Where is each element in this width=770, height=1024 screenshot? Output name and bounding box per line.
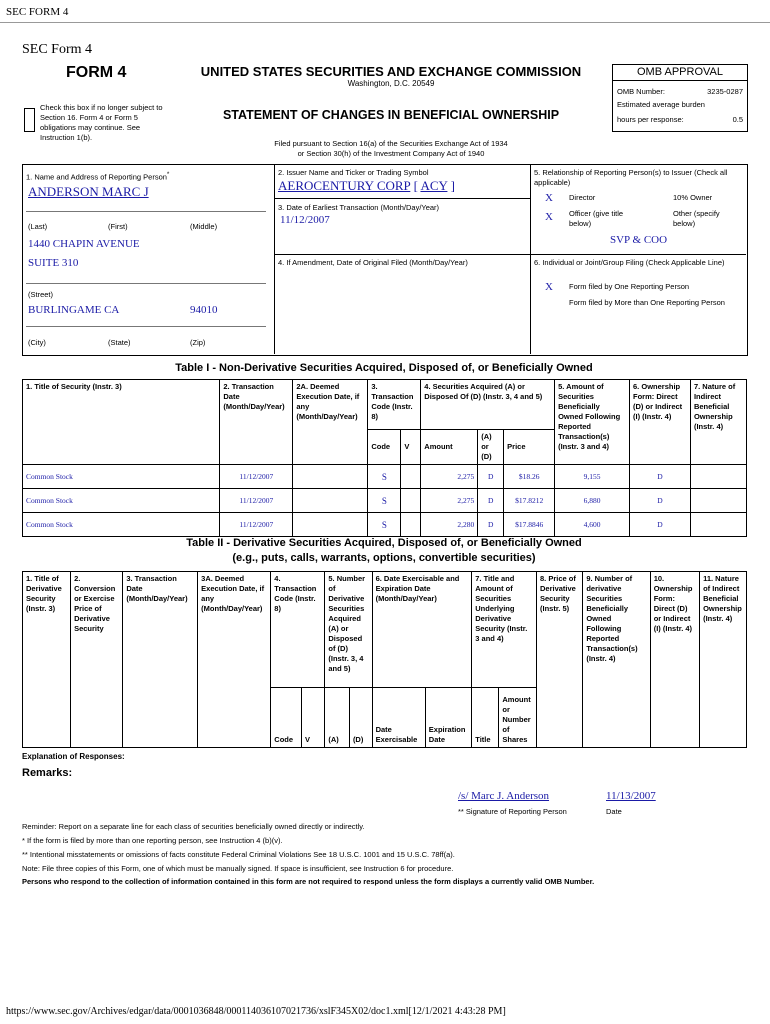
form-label: FORM 4 <box>66 64 127 81</box>
ticker-symbol[interactable]: ACY <box>420 178 448 193</box>
t2-header-code: 4. Transaction Code (Instr. 8) <box>271 572 325 688</box>
date-label: Date <box>606 807 622 816</box>
agency-location: Washington, D.C. 20549 <box>347 79 435 88</box>
note-reminder: Reminder: Report on a separate line for each class of securities beneficially owned directly or indirectly. <box>22 822 365 831</box>
t2-header-owned: 9. Number of derivative Securities Beneficially Owned Following Reported Transaction(s) (Instr. 4) <box>583 572 650 748</box>
t1-form: D <box>630 465 691 489</box>
city-label: (City) <box>28 338 46 347</box>
officer-title: SVP & COO <box>610 234 668 246</box>
issuer-name[interactable]: AEROCENTURY CORP <box>278 178 411 193</box>
doc-title: SEC Form 4 <box>22 42 93 57</box>
t1-form: D <box>630 489 691 513</box>
t1-price: $17.8212 <box>504 489 555 513</box>
ten-pct-owner-label: 10% Owner <box>673 193 713 202</box>
omb-number-value: 3235-0287 <box>707 87 743 96</box>
explanation-heading: Explanation of Responses: <box>22 752 125 761</box>
t2-sub-a: (A) <box>325 688 350 748</box>
t2-header-nature: 11. Nature of Indirect Beneficial Ownership (Instr. 4) <box>700 572 747 748</box>
t1-price: $17.8846 <box>504 513 555 537</box>
t2-header-title: 1. Title of Derivative Security (Instr. 3) <box>23 572 71 748</box>
t1-header-date: 2. Transaction Date (Month/Day/Year) <box>220 380 293 465</box>
table1-title: Table I - Non-Derivative Securities Acquired, Disposed of, or Beneficially Owned <box>175 362 593 374</box>
omb-approval-box <box>612 64 748 132</box>
state-label: (State) <box>108 338 131 347</box>
last-label: (Last) <box>28 222 48 231</box>
director-label: Director <box>569 193 596 202</box>
t1-header-deemed: 2A. Deemed Execution Date, if any (Month/Day/Year) <box>293 380 368 465</box>
zip-value: 94010 <box>190 304 218 316</box>
t2-header-underlying: 7. Title and Amount of Securities Underlying Derivative Security (Instr. 3 and 4) <box>472 572 537 688</box>
t1-header-ownership: 6. Ownership Form: Direct (D) or Indirect (I) (Instr. 4) <box>630 380 691 465</box>
t1-header-code: 3. Transaction Code (Instr. 8) <box>368 380 421 430</box>
t1-title: Common Stock <box>23 489 220 513</box>
checkbox-note: Check this box if no longer subject to Section 16. Form 4 or Form 5 obligations may continue. See Instruction 1(b). <box>40 103 163 142</box>
issuer-line: AEROCENTURY CORP [ ACY ] <box>278 178 456 193</box>
browser-footer: https://www.sec.gov/Archives/edgar/data/0001036848/000114036107021736/xslF345X02/doc1.xml[12/1/2021 4:43:28 PM] <box>6 1006 506 1017</box>
t1-owned: 4,600 <box>555 513 630 537</box>
t1-date: 11/12/2007 <box>220 465 293 489</box>
t1-header-amount-owned: 5. Amount of Securities Beneficially Owned Following Reported Transaction(s) (Instr. 3 and 4) <box>555 380 630 465</box>
t1-sub-amount: Amount <box>421 430 478 465</box>
box2-label: 2. Issuer Name and Ticker or Trading Symbol <box>278 168 429 177</box>
t1-form: D <box>630 513 691 537</box>
t1-owned: 9,155 <box>555 465 630 489</box>
table-row <box>23 465 747 489</box>
t1-owned: 6,880 <box>555 489 630 513</box>
filed-pursuant-2: or Section 30(h) of the Investment Company Act of 1940 <box>297 149 485 158</box>
t1-date: 11/12/2007 <box>220 513 293 537</box>
table2-title-2: (e.g., puts, calls, warrants, options, convertible securities) <box>232 552 536 564</box>
t1-aord: D <box>478 465 504 489</box>
t1-code: S <box>368 513 401 537</box>
director-mark[interactable]: X <box>545 192 553 204</box>
box3-label: 3. Date of Earliest Transaction (Month/Day/Year) <box>278 203 440 212</box>
browser-header: SEC FORM 4 <box>6 6 69 18</box>
t2-sub-title: Title <box>472 688 499 748</box>
t1-sub-v: V <box>401 430 421 465</box>
one-person-label: Form filed by One Reporting Person <box>569 282 690 291</box>
t2-header-conversion: 2. Conversion or Exercise Price of Derivative Security <box>71 572 123 748</box>
other-label: Other (specify below) <box>673 209 720 228</box>
t1-amount: 2,275 <box>421 465 478 489</box>
t2-sub-amount: Amount or Number of Shares <box>499 688 537 748</box>
t1-sub-aord: (A) or (D) <box>478 430 504 465</box>
t2-sub-code: Code <box>271 688 302 748</box>
street-line-1: 1440 CHAPIN AVENUE <box>28 238 140 250</box>
table-row <box>23 513 747 537</box>
table2-derivative <box>22 571 747 748</box>
no-longer-subject-checkbox[interactable] <box>24 108 35 132</box>
more-persons-label: Form filed by More than One Reporting Person <box>569 298 725 307</box>
street-label: (Street) <box>28 290 54 299</box>
omb-burden-label: Estimated average burden <box>617 100 705 109</box>
box1-label: 1. Name and Address of Reporting Person* <box>26 171 170 182</box>
signature-label: ** Signature of Reporting Person <box>458 807 567 816</box>
t2-header-exercisable: 6. Date Exercisable and Expiration Date (Month/Day/Year) <box>372 572 472 688</box>
earliest-transaction-date: 11/12/2007 <box>280 214 330 226</box>
zip-label: (Zip) <box>190 338 206 347</box>
t2-sub-v: V <box>302 688 325 748</box>
t1-code: S <box>368 465 401 489</box>
t2-sub-date-ex: Date Exercisable <box>372 688 425 748</box>
table1-non-derivative <box>22 379 747 537</box>
one-person-mark[interactable]: X <box>545 281 553 293</box>
table-row <box>23 489 747 513</box>
statement-title: STATEMENT OF CHANGES IN BENEFICIAL OWNERSHIP <box>222 108 560 122</box>
filed-pursuant-1: Filed pursuant to Section 16(a) of the Securities Exchange Act of 1934 <box>274 139 508 148</box>
t1-amount: 2,275 <box>421 489 478 513</box>
street-line-2: SUITE 310 <box>28 257 79 269</box>
signature-date[interactable]: 11/13/2007 <box>606 790 656 802</box>
agency-title: UNITED STATES SECURITIES AND EXCHANGE COMMISSION <box>200 64 582 79</box>
middle-label: (Middle) <box>190 222 218 231</box>
remarks-heading: Remarks: <box>22 767 73 779</box>
city-value: BURLINGAME CA <box>28 304 120 316</box>
t1-sub-code: Code <box>368 430 401 465</box>
t1-title: Common Stock <box>23 513 220 537</box>
box5-label: 5. Relationship of Reporting Person(s) to Issuer (Check all applicable) <box>534 168 728 187</box>
omb-hours-label: hours per response: <box>617 115 684 124</box>
note-3: Note: File three copies of this Form, one of which must be manually signed. If space is insufficient, see Instruction 6 for procedure. <box>22 864 454 873</box>
omb-hours-value: 0.5 <box>732 115 743 124</box>
officer-mark[interactable]: X <box>545 211 553 223</box>
note-1: * If the form is filed by more than one reporting person, see Instruction 4 (b)(v). <box>22 836 283 845</box>
t1-amount: 2,280 <box>421 513 478 537</box>
t2-sub-d: (D) <box>349 688 372 748</box>
t2-header-ownership: 10. Ownership Form: Direct (D) or Indirect (I) (Instr. 4) <box>650 572 699 748</box>
t2-header-date: 3. Transaction Date (Month/Day/Year) <box>123 572 198 748</box>
omb-number-label: OMB Number: <box>617 87 665 96</box>
note-4: Persons who respond to the collection of information contained in this form are not required to respond unless the form displays a currently valid OMB Number. <box>22 877 595 886</box>
box6-label: 6. Individual or Joint/Group Filing (Check Applicable Line) <box>534 258 725 267</box>
t2-header-deemed: 3A. Deemed Execution Date, if any (Month/Day/Year) <box>198 572 271 748</box>
t2-sub-exp: Expiration Date <box>425 688 471 748</box>
t1-header-securities: 4. Securities Acquired (A) or Disposed Of (D) (Instr. 3, 4 and 5) <box>421 380 555 430</box>
omb-title: OMB APPROVAL <box>613 65 747 81</box>
t1-header-nature: 7. Nature of Indirect Beneficial Ownership (Instr. 4) <box>690 380 746 465</box>
t1-aord: D <box>478 489 504 513</box>
officer-label: Officer (give title below) <box>569 209 624 228</box>
t1-code: S <box>368 489 401 513</box>
t1-title: Common Stock <box>23 465 220 489</box>
t1-aord: D <box>478 513 504 537</box>
table2-title-1: Table II - Derivative Securities Acquired, Disposed of, or Beneficially Owned <box>186 537 582 549</box>
t1-price: $18.26 <box>504 465 555 489</box>
t2-header-number: 5. Number of Derivative Securities Acquired (A) or Disposed of (D) (Instr. 3, 4 and 5) <box>325 572 372 688</box>
reporting-person-name[interactable]: ANDERSON MARC J <box>28 184 149 199</box>
signature-name[interactable]: /s/ Marc J. Anderson <box>458 790 550 802</box>
box4-label: 4. If Amendment, Date of Original Filed (Month/Day/Year) <box>278 258 468 267</box>
first-label: (First) <box>108 222 128 231</box>
t1-sub-price: Price <box>504 430 555 465</box>
t2-header-price: 8. Price of Derivative Security (Instr. 5) <box>536 572 582 748</box>
t1-date: 11/12/2007 <box>220 489 293 513</box>
t1-header-title: 1. Title of Security (Instr. 3) <box>23 380 220 465</box>
note-2: ** Intentional misstatements or omissions of facts constitute Federal Criminal Violations See 18 U.S.C. 1001 and 15 U.S.C. 78ff(a). <box>22 850 455 859</box>
